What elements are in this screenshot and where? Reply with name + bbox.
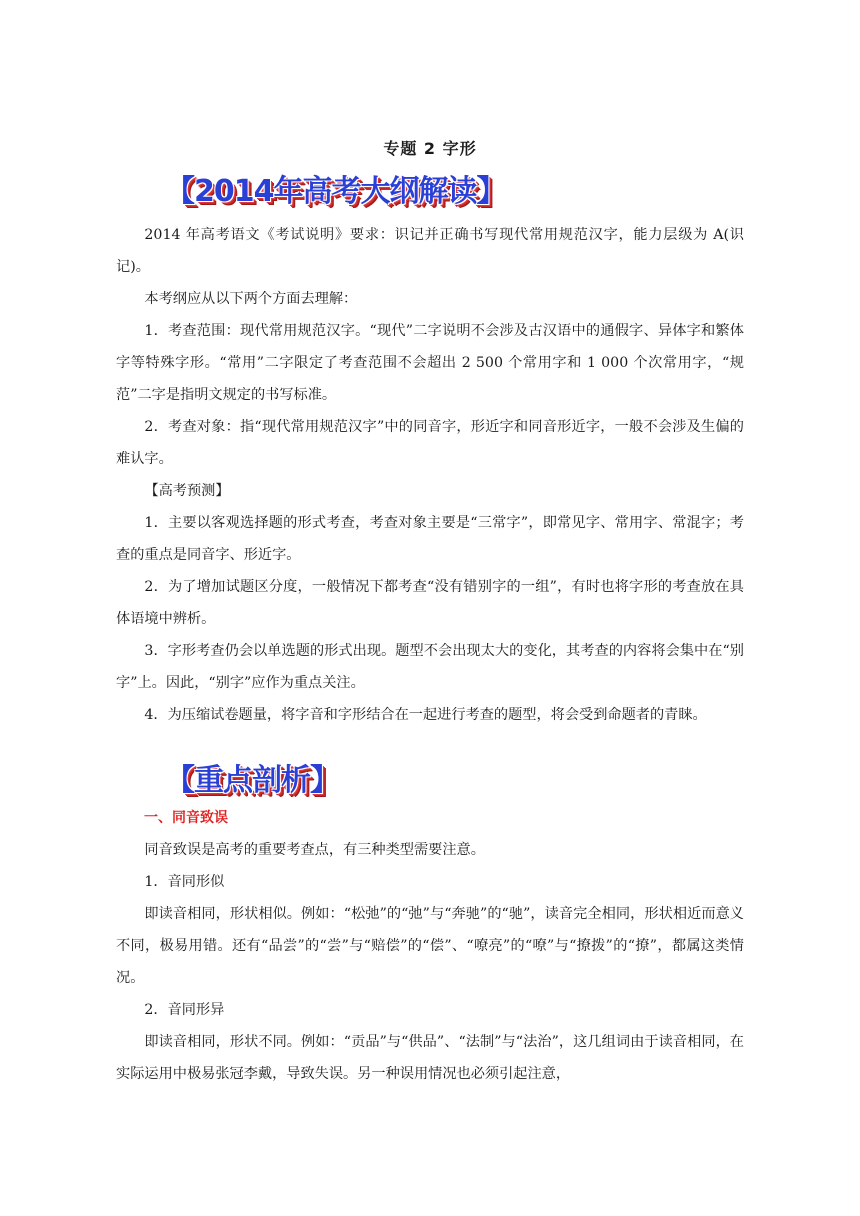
section-banner-analysis: 【重点剖析】: [165, 763, 339, 798]
paragraph: 1．音同形似: [144, 874, 225, 890]
paragraph: 即读音相同，形状不同。例如：“贡品”与“供品”、“法制”与“法治”，这几组词由于读音相同，在实际运用中极易张冠李戴，导致失误。另一种误用情况也必须引起注意，: [116, 1034, 744, 1082]
paragraph: 3．字形考查仍会以单选题的形式出现。题型不会出现太大的变化，其考查的内容将会集中在“别字”上。因此，“别字”应作为重点关注。: [116, 643, 744, 691]
page-title: 专题 2 字形: [383, 139, 477, 158]
paragraph: 2014 年高考语文《考试说明》要求：识记并正确书写现代常用规范汉字，能力层级为 A(识记)。: [116, 227, 744, 275]
paragraph: 即读音相同，形状相似。例如：“松弛”的“弛”与“奔驰”的“驰”，读音完全相同，形状相近而意义不同，极易用错。还有“品尝”的“尝”与“赔偿”的“偿”、“嘹亮”的“嘹”与“撩拨”的“撩”，都属这类情况。: [116, 906, 744, 986]
syllabus-text: [116, 219, 744, 731]
paragraph: 2．考查对象：指“现代常用规范汉字”中的同音字，形近字和同音形近字，一般不会涉及生偏的难认字。: [116, 419, 744, 467]
paragraph: 2．音同形异: [144, 1002, 225, 1018]
section-banner-syllabus: 【2014年高考大纲解读】: [165, 174, 506, 209]
subheading-forecast: 【高考预测】: [144, 483, 230, 499]
section-heading: 一、同音致误: [144, 810, 228, 826]
paragraph: 4．为压缩试卷题量，将字音和字形结合在一起进行考查的题型，将会受到命题者的青睐。: [144, 707, 707, 723]
paragraph: 同音致误是高考的重要考查点，有三种类型需要注意。: [144, 842, 485, 858]
analysis-text: [116, 802, 744, 1090]
paragraph: 本考纲应从以下两个方面去理解：: [144, 291, 358, 307]
paragraph: 1．考查范围：现代常用规范汉字。“现代”二字说明不会涉及古汉语中的通假字、异体字和繁体字等特殊字形。“常用”二字限定了考查范围不会超出 2 500 个常用字和 1 000 个次常用字，“规范”二字是指明文规定的书写标准。: [116, 323, 744, 403]
paragraph: 1．主要以客观选择题的形式考查，考查对象主要是“三常字”，即常见字、常用字、常混字；考查的重点是同音字、形近字。: [116, 515, 744, 563]
paragraph: 2．为了增加试题区分度，一般情况下都考查“没有错别字的一组”，有时也将字形的考查放在具体语境中辨析。: [116, 579, 744, 627]
